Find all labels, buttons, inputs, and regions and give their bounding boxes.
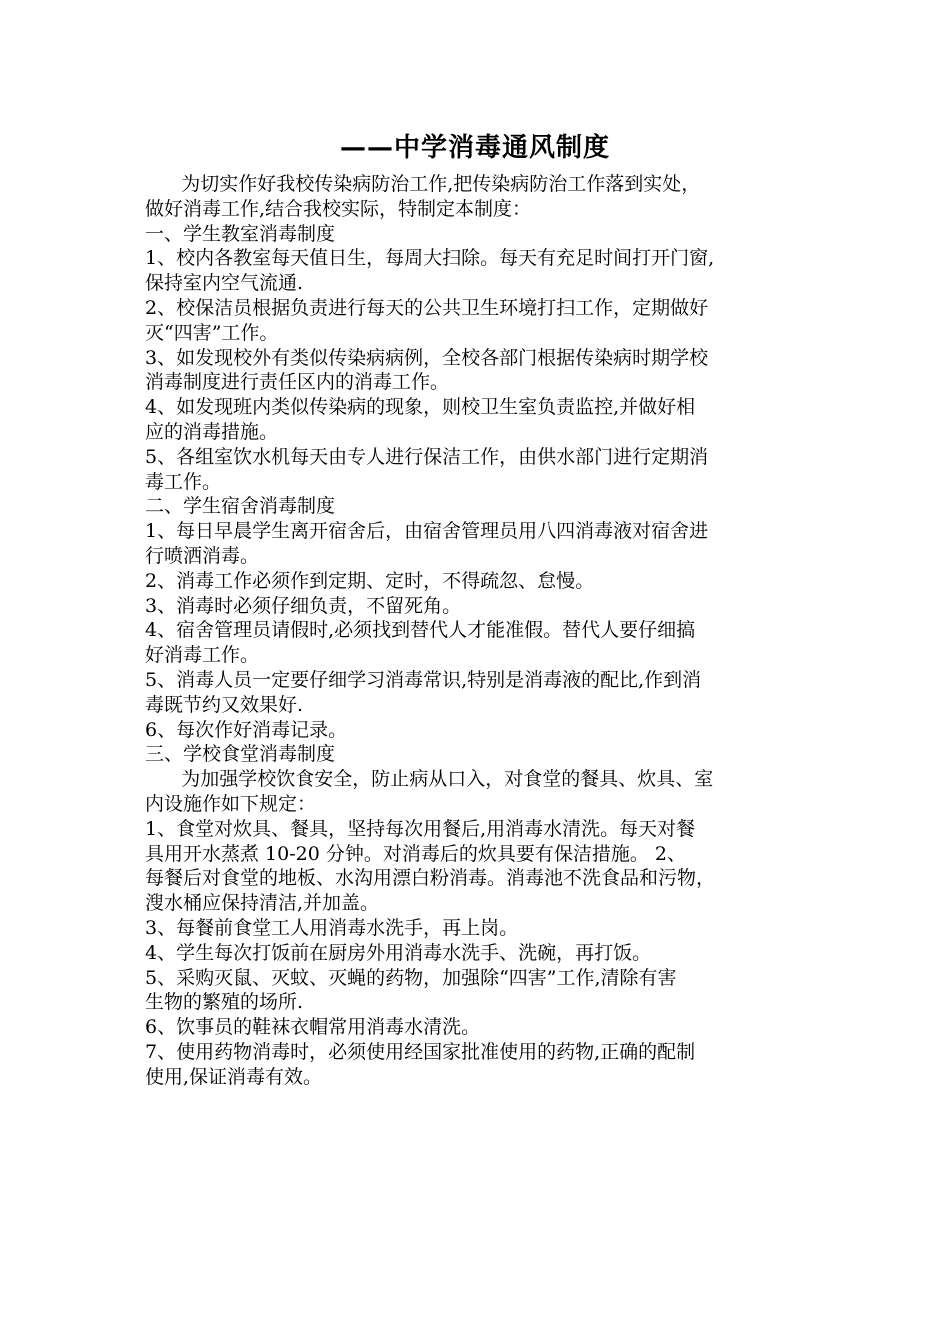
text-line: 毒既节约又效果好. — [145, 693, 304, 716]
document-body — [145, 172, 815, 1089]
text-line: 消毒制度进行责任区内的消毒工作。 — [145, 371, 450, 394]
text-line: 为切实作好我校传染病防治工作,把传染病防治工作落到实处， — [145, 173, 701, 195]
text-line: 6、每次作好消毒记录。 — [145, 718, 348, 741]
text-line: 为加强学校饮食安全，防止病从口入，对食堂的餐具、炊具、室 — [145, 768, 714, 791]
text-line: 3、每餐前食堂工人用消毒水洗手，再上岗。 — [145, 916, 519, 939]
text-line: 5、消毒人员一定要仔细学习消毒常识,特别是消毒液的配比,作到消 — [145, 668, 702, 691]
text-line: 每餐后对食堂的地板、水沟用漂白粉消毒。消毒池不洗食品和污物， — [145, 867, 716, 890]
text-line: 6、饮事员的鞋袜衣帽常用消毒水清洗。 — [145, 1016, 481, 1039]
document-title: ——中学消毒通风制度 — [339, 133, 610, 163]
text-line: 毒工作。 — [145, 470, 222, 493]
text-line: 应的消毒措施。 — [145, 420, 279, 443]
text-line: 2、消毒工作必须作到定期、定时，不得疏忽、怠慢。 — [145, 569, 595, 592]
text-line: 7、使用药物消毒时，必须使用经国家批准使用的药物,正确的配制 — [145, 1040, 696, 1063]
text-line: 2、校保洁员根据负责进行每天的公共卫生环境打扫工作，定期做好 — [145, 296, 709, 319]
text-line: 4、如发现班内类似传染病的现象，则校卫生室负责监控,并做好相 — [145, 396, 696, 419]
text-line: 做好消毒工作,结合我校实际，特制定本制度： — [145, 197, 532, 220]
text-line: 具用开水蒸煮 10-20 分钟。对消毒后的炊具要有保洁措施。 2、 — [145, 842, 686, 865]
text-line: 一、学生教室消毒制度 — [145, 222, 336, 245]
text-line: 二、学生宿舍消毒制度 — [145, 495, 336, 518]
text-line: 保持室内空气流通. — [145, 272, 304, 295]
text-line: 3、如发现校外有类似传染病病例，全校各部门根据传染病时期学校 — [145, 346, 709, 369]
text-line: 使用,保证消毒有效。 — [145, 1065, 323, 1088]
text-line: 5、各组室饮水机每天由专人进行保洁工作，由供水部门进行定期消 — [145, 445, 709, 468]
text-line: 三、学校食堂消毒制度 — [145, 743, 336, 766]
text-line: 内设施作如下规定： — [145, 792, 317, 815]
text-line: 行喷洒消毒。 — [145, 544, 260, 567]
text-line: 1、每日早晨学生离开宿舍后，由宿舍管理员用八四消毒液对宿舍进 — [145, 520, 709, 543]
text-line: 1、食堂对炊具、餐具，坚持每次用餐后,用消毒水清洗。每天对餐 — [145, 817, 696, 840]
text-line: 溲水桶应保持清洁,并加盖。 — [145, 892, 380, 915]
text-line: 好消毒工作。 — [145, 644, 260, 667]
text-line: 灭“四害”工作。 — [145, 321, 279, 344]
text-line: 生物的繁殖的场所. — [145, 991, 304, 1014]
text-line: 5、采购灭鼠、灭蚊、灭蝇的药物，加强除“四害”工作,清除有害 — [145, 966, 677, 989]
text-line: 4、宿舍管理员请假时,必须找到替代人才能准假。替代人要仔细搞 — [145, 619, 696, 642]
text-line: 3、消毒时必须仔细负责，不留死角。 — [145, 594, 462, 617]
text-line: 1、校内各教室每天值日生，每周大扫除。每天有充足时间打开门窗, — [145, 247, 715, 270]
text-line: 4、学生每次打饭前在厨房外用消毒水洗手、洗碗，再打饭。 — [145, 941, 652, 964]
